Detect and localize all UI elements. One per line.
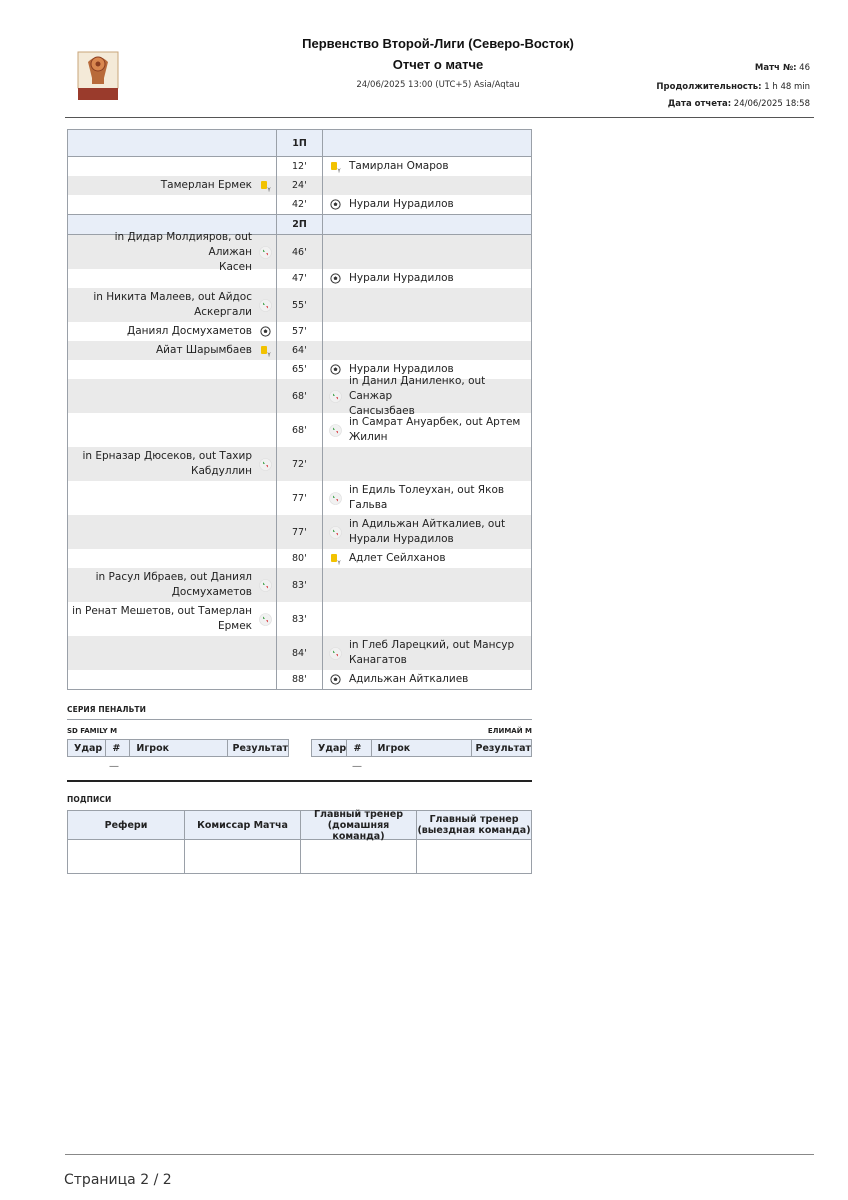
- substitution-icon: [328, 423, 342, 437]
- away-event-cell: [323, 515, 531, 549]
- yellow-card-icon: [328, 552, 342, 566]
- svg-text:Y: Y: [337, 168, 341, 173]
- sig-cell-referee: [68, 840, 185, 874]
- event-row: [68, 602, 531, 636]
- event-row: [68, 636, 531, 670]
- away-event-cell: [323, 447, 531, 481]
- away-event-cell: [323, 549, 531, 568]
- event-row: [68, 568, 531, 602]
- col-number: #: [106, 740, 130, 756]
- event-minute: 55': [276, 288, 323, 322]
- away-event-cell: [323, 176, 531, 195]
- home-event-cell: [68, 481, 276, 515]
- col-number: #: [347, 740, 371, 756]
- sig-cell-home-coach: [301, 840, 417, 874]
- home-event-cell: [68, 360, 276, 379]
- away-penalty-empty: —: [352, 761, 362, 772]
- home-event-cell: [68, 515, 276, 549]
- away-event-text: in Едиль Толеухан, out Яков Гальва: [349, 484, 505, 511]
- home-event-cell: [68, 288, 276, 322]
- home-event-cell: [68, 269, 276, 288]
- col-shot: Удар: [312, 740, 347, 756]
- away-event-text: Адильжан Айткалиев: [349, 673, 469, 685]
- col-result: Результат: [232, 742, 288, 754]
- event-row: [68, 176, 531, 195]
- away-event-cell: [323, 481, 531, 515]
- substitution-icon: [258, 612, 272, 626]
- match-duration: Продолжительность: 1 h 48 min: [656, 82, 810, 92]
- svg-text:Y: Y: [337, 560, 341, 565]
- away-event-text: in Глеб Ларецкий, out Мансур Канагатов: [349, 639, 515, 666]
- away-team-name: ЕЛИМАЙ М: [487, 727, 532, 735]
- home-event-text: Айат Шарымбаев: [156, 344, 252, 356]
- home-event-cell: [68, 636, 276, 670]
- substitution-icon: [258, 578, 272, 592]
- away-event-cell: [323, 215, 531, 234]
- home-event-cell: [68, 602, 276, 636]
- away-event-text: Нурали Нурадилов: [349, 198, 454, 210]
- penalty-bottom-rule: [67, 780, 532, 782]
- substitution-icon: [328, 389, 342, 403]
- home-event-text: in Ренат Мешетов, out Тамерлан Ермек: [72, 605, 252, 632]
- home-event-cell: [68, 549, 276, 568]
- signatures-table: [67, 810, 532, 874]
- away-event-text: Адлет Сейлханов: [349, 552, 446, 564]
- sig-cell-away-coach: [417, 840, 531, 874]
- event-row: [68, 195, 531, 214]
- substitution-icon: [328, 646, 342, 660]
- signatures-section-title: ПОДПИСИ: [67, 795, 112, 804]
- sig-cell-commissioner: [185, 840, 301, 874]
- goal-ball-icon: [258, 325, 272, 339]
- home-event-cell: [68, 341, 276, 360]
- svg-text:Y: Y: [267, 187, 271, 192]
- away-event-cell: [323, 195, 531, 214]
- away-event-cell: [323, 602, 531, 636]
- event-row: [68, 230, 531, 273]
- goal-ball-icon: [328, 673, 342, 687]
- home-event-text: Даниял Досмухаметов: [127, 325, 252, 337]
- home-event-cell: [68, 322, 276, 341]
- home-event-cell: [68, 176, 276, 195]
- event-row: [68, 670, 531, 689]
- event-minute: 72': [276, 447, 323, 481]
- event-row: [68, 288, 531, 322]
- event-minute: 12': [276, 157, 323, 176]
- header-divider: [65, 117, 814, 118]
- event-minute: 42': [276, 195, 323, 214]
- home-penalty-empty: —: [109, 761, 119, 772]
- event-minute: 80': [276, 549, 323, 568]
- home-event-text: in Никита Малеев, out Айдос Аскергали: [93, 291, 252, 318]
- event-minute: 77': [276, 481, 323, 515]
- away-event-cell: [323, 374, 531, 417]
- league-logo: [74, 48, 122, 106]
- goal-ball-icon: [328, 272, 342, 286]
- col-result: Результат: [475, 742, 531, 754]
- period-label: 2П: [276, 215, 323, 234]
- event-row: [68, 549, 531, 568]
- home-team-name: SD FAMILY M: [67, 727, 118, 735]
- away-event-cell: [323, 269, 531, 288]
- event-row: [68, 481, 531, 515]
- home-event-cell: [68, 130, 276, 156]
- event-row: [68, 374, 531, 417]
- report-title: Первенство Второй-Лиги (Северо-Восток): [302, 36, 574, 51]
- event-minute: 68': [276, 379, 323, 413]
- event-minute: 68': [276, 413, 323, 447]
- goal-ball-icon: [328, 363, 342, 377]
- col-player: Игрок: [372, 740, 473, 756]
- sig-col-home-coach: Главный тренер (домашняя команда): [301, 811, 417, 840]
- home-event-cell: [68, 447, 276, 481]
- event-minute: 84': [276, 636, 323, 670]
- away-event-text: in Самрат Ануарбек, out Артем Жилин: [349, 416, 521, 443]
- event-minute: 24': [276, 176, 323, 195]
- goal-ball-icon: [328, 198, 342, 212]
- yellow-card-icon: [258, 344, 272, 358]
- substitution-icon: [328, 525, 342, 539]
- event-minute: 77': [276, 515, 323, 549]
- yellow-card-icon: [258, 179, 272, 193]
- match-number: Матч №: 46: [754, 63, 810, 73]
- away-event-cell: [323, 670, 531, 689]
- event-minute: 57': [276, 322, 323, 341]
- col-player: Игрок: [130, 740, 228, 756]
- away-event-cell: [323, 235, 531, 269]
- home-event-text: in Ерназар Дюсеков, out Тахир Кабдуллин: [82, 450, 252, 477]
- event-minute: 47': [276, 269, 323, 288]
- event-row: [68, 413, 531, 447]
- event-minute: 65': [276, 360, 323, 379]
- match-events-table: [67, 129, 532, 690]
- away-event-cell: [323, 341, 531, 360]
- home-event-cell: [68, 230, 276, 273]
- substitution-icon: [258, 457, 272, 471]
- home-event-cell: [68, 568, 276, 602]
- away-event-text: Нурали Нурадилов: [349, 363, 454, 375]
- away-event-cell: [323, 636, 531, 670]
- away-event-cell: [323, 157, 531, 176]
- sig-col-referee: Рефери: [68, 811, 185, 840]
- yellow-card-icon: [328, 160, 342, 174]
- event-row: [68, 322, 531, 341]
- away-penalty-header: [311, 739, 532, 757]
- away-event-cell: [323, 568, 531, 602]
- away-event-text: Тамирлан Омаров: [349, 160, 449, 172]
- event-row: [68, 157, 531, 176]
- substitution-icon: [258, 245, 272, 259]
- away-event-text: in Данил Даниленко, out Санжар Сансызбаев: [349, 374, 486, 417]
- svg-text:Y: Y: [267, 352, 271, 357]
- sig-col-away-coach: Главный тренер (выездная команда): [417, 811, 531, 840]
- penalty-divider: [67, 719, 532, 720]
- home-event-cell: [68, 379, 276, 413]
- event-row: [68, 447, 531, 481]
- event-minute: 83': [276, 568, 323, 602]
- page-number: Страница 2 / 2: [64, 1172, 172, 1188]
- report-date: Дата отчета: 24/06/2025 18:58: [667, 99, 810, 109]
- away-event-cell: [323, 130, 531, 156]
- home-event-text: in Дидар Молдияров, out Алижан Касен: [114, 230, 252, 273]
- away-event-cell: [323, 288, 531, 322]
- home-event-cell: [68, 413, 276, 447]
- home-event-cell: [68, 195, 276, 214]
- away-event-text: Нурали Нурадилов: [349, 272, 454, 284]
- period-header-row: [68, 130, 531, 157]
- home-event-cell: [68, 157, 276, 176]
- away-event-cell: [323, 322, 531, 341]
- home-event-text: Тамерлан Ермек: [160, 179, 252, 191]
- substitution-icon: [328, 491, 342, 505]
- col-shot: Удар: [68, 740, 106, 756]
- footer-divider: [65, 1154, 814, 1155]
- event-minute: 88': [276, 670, 323, 689]
- report-subtitle: Отчет о матче: [392, 57, 484, 72]
- period-label: 1П: [276, 130, 323, 156]
- event-row: [68, 341, 531, 360]
- match-datetime: 24/06/2025 13:00 (UTC+5) Asia/Aqtau: [356, 80, 520, 90]
- event-minute: 46': [276, 235, 323, 269]
- home-penalty-header: [67, 739, 289, 757]
- penalty-section-title: СЕРИЯ ПЕНАЛЬТИ: [67, 705, 147, 714]
- event-row: [68, 269, 531, 288]
- away-event-cell: [323, 413, 531, 447]
- event-minute: 64': [276, 341, 323, 360]
- home-event-text: in Расул Ибраев, out Даниял Досмухаметов: [95, 571, 252, 598]
- substitution-icon: [258, 298, 272, 312]
- home-event-cell: [68, 670, 276, 689]
- away-event-text: in Адильжан Айткалиев, out Нурали Нурадилов: [349, 518, 506, 545]
- event-row: [68, 515, 531, 549]
- event-minute: 83': [276, 602, 323, 636]
- sig-col-commissioner: Комиссар Матча: [185, 811, 301, 840]
